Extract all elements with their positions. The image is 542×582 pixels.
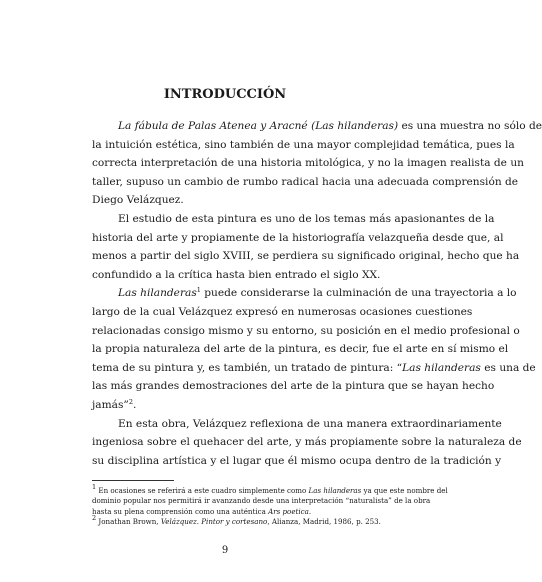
paragraph-1-line: Diego Velázquez. — [92, 194, 184, 207]
paragraph-4-line: su disciplina artística y el lugar que él mismo ocupa dentro de la tradición y — [92, 454, 502, 467]
footnotes — [92, 483, 448, 527]
paragraph-3-line: relacionadas consigo mismo y su entorno, su posición en el medio profesional o — [92, 324, 520, 337]
paragraph-1-line: La fábula de Palas Atenea y Aracné (Las hilanderas) es una muestra no sólo de — [118, 120, 542, 132]
footnote-ref-2: 2 — [128, 397, 133, 406]
paragraph-3-line: las más grandes demostraciones del arte de la pintura que se hayan hecho — [92, 380, 495, 393]
body-text — [92, 117, 542, 470]
paragraph-4-line: ingeniosa sobre el quehacer del arte, y más propiamente sobre la naturaleza de — [92, 436, 522, 449]
paragraph-1-line: correcta interpretación de una historia mitológica, y no la imagen realista de un — [92, 157, 524, 170]
paragraph-1-line: taller, supuso un cambio de rumbo radical hacia una adecuada comprensión de — [92, 175, 519, 188]
italic-title: La fábula de Palas Atenea y Aracné (Las hilanderas) — [118, 120, 399, 132]
paragraph-4-line: En esta obra, Velázquez reflexiona de una manera extraordinariamente — [118, 417, 502, 430]
footnote-2-line: $^2$ Jonathan Brown, Velázquez. Pintor y cortesano, Alianza, Madrid, 1986, p. 253. — [92, 513, 381, 526]
paragraph-3-line: Las hilanderas$^1$ puede considerarse la culminación de una trayectoria a lo — [118, 286, 517, 300]
paragraph-2-line: confundido a la crítica hasta bien entrado el siglo XX. — [92, 268, 381, 281]
footnote-separator — [92, 480, 174, 481]
paragraph-2-line: menos a partir del siglo XVIII, se perdiera su significado original, hecho que ha — [92, 250, 520, 263]
page-number: 9 — [221, 545, 229, 556]
paragraph-3-line: tema de su pintura y, es también, un tratado de pintura: “Las hilanderas es una de — [92, 361, 536, 374]
page-title: INTRODUCCIÓN — [163, 87, 287, 102]
paragraph-2-line: El estudio de esta pintura es uno de los temas más apasionantes de la — [118, 212, 495, 225]
paragraph-3-line: jamás”$^2$. — [92, 397, 137, 411]
footnote-ref-1: 1 — [196, 286, 201, 295]
paragraph-1-line: la intuición estética, sino también de una mayor complejidad temática, pues la — [92, 138, 515, 151]
footnote-1-line: $^1$ En ocasiones se referirá a este cuadro simplemente como Las hilanderas ya que este nombre del — [92, 483, 448, 495]
footnote-1-line: hasta su plena comprensión como una auténtica Ars poetica. — [92, 506, 312, 516]
paragraph-2-line: historia del arte y propiamente de la historiografía velazqueña desde que, al — [92, 231, 504, 244]
footnote-1-line: dominio popular nos permitirá ir avanzando desde una interpretación “naturalista” de la obra — [92, 496, 431, 506]
paragraph-3-line: la propia naturaleza del arte de la pintura, es decir, fue el arte en sí mismo el — [92, 343, 509, 356]
paragraph-3-line: largo de la cual Velázquez expresó en numerosas ocasiones cuestiones — [92, 305, 473, 318]
